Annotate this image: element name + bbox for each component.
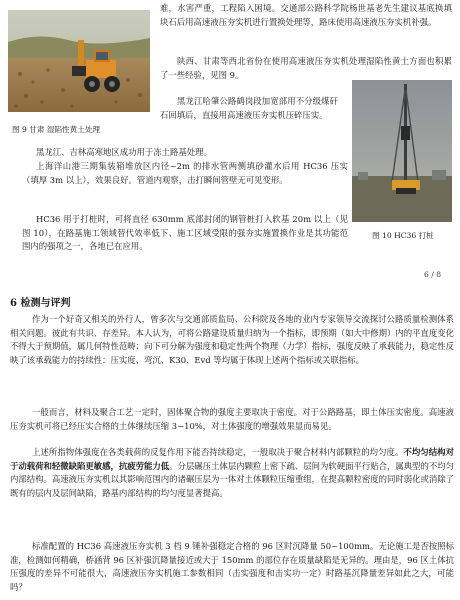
body-paragraph-4: 标准配置的 HC36 高速液压夯实机 3 档 9 锤补强稳定合格的 96 区时沉降量 50~100mm。无论施工是否按照标准，检测如何精确，桥涵背 96 区补强沉降量接近或大于 150mm 的部位存在质量缺陷是无异的。理由是，96 区土体抗压强度的差异不可能很大，高速液压夯实机施工参数相同（击实强度和击实功一定）时路基沉降量差异如此之大，可能吗？ [10,541,454,592]
body-paragraph-1: 作为一个好奇又相关的外行人，曾多次与交通部质监局、公科院及各地的业内专家领导交流探讨公路质量检测体系相关问题。彼此有共识、存差异。本人认为，可将公路建设质量归纳为一个指标，即预期（如大中修期）内的平直度变化不得大于预期值，属几何特性范畴；向下可分解为强度和稳定性两个物理（力学）指标，强度反映了承载能力，稳定性反映了该承载能力的持续性：压实度、弯沉、K30、Evd 等均属于体现上述两个指标或关联指标。 [10,314,454,365]
left-paragraph-shanghai: 上海洋山港三期集装箱堆放区内径~2m 的排水管两侧填砂灌水后用 HC36 压实（填厚 3m 以上），效果良好。管道内观察，击打瞬间管壁无可见变形。 [22,161,348,185]
fig9-compactor-photo [8,10,150,112]
body-paragraph-2: 一般而言，材料及聚合工艺一定时，固体聚合物的强度主要取决于密度。对于公路路基，即土体压实密度。高速液压夯实机可将已经压实合格的土体继续压缩 3~10%，对土体强度的增强效果显而易见。 [10,407,454,431]
top-right-paragraph-1: 难，水害严重，工程陷入困境。交通部公路科学院杨世基老先生建议基底换填块石后用高速液压夯实机进行置换处理等，路床使用高速液压夯实机补强。 [160,3,452,27]
body-paragraph-3-bold: 不均匀结构对于动载荷和轻微缺陷更敏感，抗疲劳能力低 [10,447,455,471]
fig10-caption: 图 10 HC36 打桩 [372,231,434,240]
body-paragraph-3-lead: 上述所指物体强度在各类载荷的反复作用下能否持续稳定，一般取决于聚合材料内部颗粒的均匀度。 [32,447,404,457]
top-right-paragraph-2: 陕西、甘肃等西北省份在使用高速液压夯实机处理湿陷性黄土方面也积累了一些经验，见图 9。 [160,56,452,80]
middle-paragraph: 黑龙江哈肇公路鹤岗段加宽部用不分级煤矸石回填后，直接用高速液压夯实机压碎压实。 [160,96,338,120]
fig9-caption: 图 9 甘肃 湿陷性黄土处理 [12,125,101,134]
fig10-pile-photo [352,80,452,222]
compactor-machine-image [8,10,150,112]
section-heading: 6 检测与评判 [10,298,71,309]
pile-driver-image [352,80,452,222]
body-paragraph-3 [10,446,454,500]
heilongjiang-line: 黑龙江、吉林高寒地区成功用于冻土路基处理。 [36,147,212,157]
page-number: 6 / 8 [424,270,442,279]
body-paragraph-3-tail: 。分层碾压土体层内颗粒上密下疏、层间为软硬面平行贴合，属典型的不均匀内部结构。高速液压夯实机以其影响范围内的诸碾压层为一体对土体颗粒压缩重组，在提高颗粒密度的同时弱化或消除了既有的层内及层间缺陷，路基内部结构的均匀度显著提高。 [10,460,454,498]
left-paragraph-hc36: HC36 用于打桩时，可将直径 630mm 底部封闭的钢管桩打入软基 20m 以上（见图 10），在路基施工领域替代效率低下、施工区域受限的强夯实施置换作业是其功能范围内的强项之一，各地已在应用。 [22,214,348,251]
